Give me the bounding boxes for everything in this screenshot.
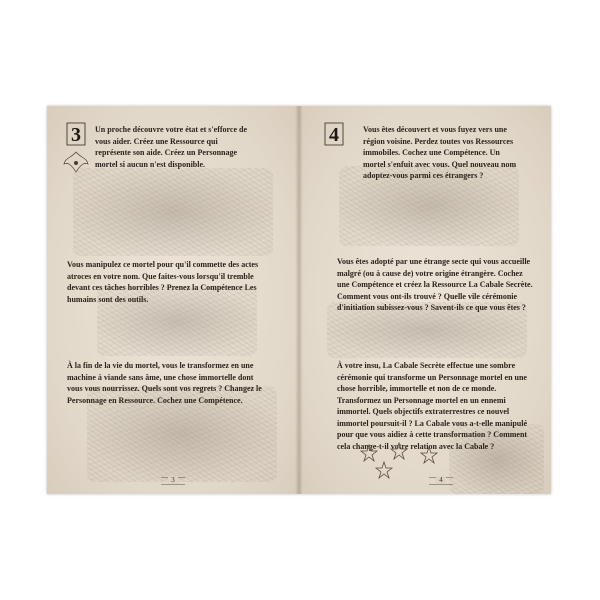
left-paragraph-1: Un proche découvre votre état et s'efforce de vous aider. Créez une Ressource qui représente son aide. Créez un Personnage mortel si aucun n'est disponible. — [95, 125, 248, 169]
chapter-4-drop-cap-icon — [323, 120, 345, 148]
chapter-4-mark: 4 — [329, 124, 339, 146]
book-spread — [47, 106, 551, 494]
page-number-left-text: 3 — [168, 476, 178, 484]
right-paragraph-1: Vous êtes découvert et vous fuyez vers une région voisine. Perdez toutes vos Ressources immobiles. Cochez une Compétence. Un mortel s'enfuit avec vous. Quel nouveau nom adoptez-vous parmi ces étrangers ? — [363, 125, 517, 180]
left-page — [47, 106, 299, 494]
right-paragraph-3: À votre insu, La Cabale Secrète effectue une sombre cérémonie qui transforme un Personnage mortel en une chose horrible, immortelle et non de ce monde. Transformez un Personnage mortel en un ennemi immortel. Quels objectifs extraterrestres ce nouvel immortel poursuit-il ? La Cabale vous a-t-elle manipulé pour que vous aidiez à cette transformation ? Comment cela change-t-il votre relation avec la Cabale ? — [337, 361, 528, 451]
page-number-right-text: 4 — [436, 476, 446, 484]
right-page — [299, 106, 551, 494]
right-paragraph-2: Vous êtes adopté par une étrange secte qui vous accueille malgré (ou à cause de) votre origine étrangère. Cochez une Compétence et créez la Ressource La Cabale Secrète. Comment vous ont-ils trouvé ? Quelle vile cérémonie d'initiation subissez-vous ? Savent-ils ce que vous êtes ? — [337, 257, 533, 312]
chapter-3-mark: 3 — [71, 124, 81, 146]
left-paragraph-2: Vous manipulez ce mortel pour qu'il commette des actes atroces en votre nom. Que faites-vous lorsqu'il tremble devant ces tâches horribles ? Prenez la Compétence Les humains sont des outils. — [67, 260, 259, 304]
ornament-flourish-icon — [61, 150, 91, 176]
left-paragraph-3: À la fin de la vie du mortel, vous le transformez en une machine à viande sans âme, une chose immortelle dont vous vous nourrissez. Quels sont vos regrets ? Changez le Personnage en Ressource. Cochez une Compétence. — [67, 361, 262, 405]
book-gutter — [295, 106, 303, 494]
page-number-left — [161, 474, 185, 486]
chapter-3-drop-cap-icon — [65, 120, 87, 148]
etching-illustration-top — [73, 168, 273, 256]
page-number-right — [429, 474, 453, 486]
